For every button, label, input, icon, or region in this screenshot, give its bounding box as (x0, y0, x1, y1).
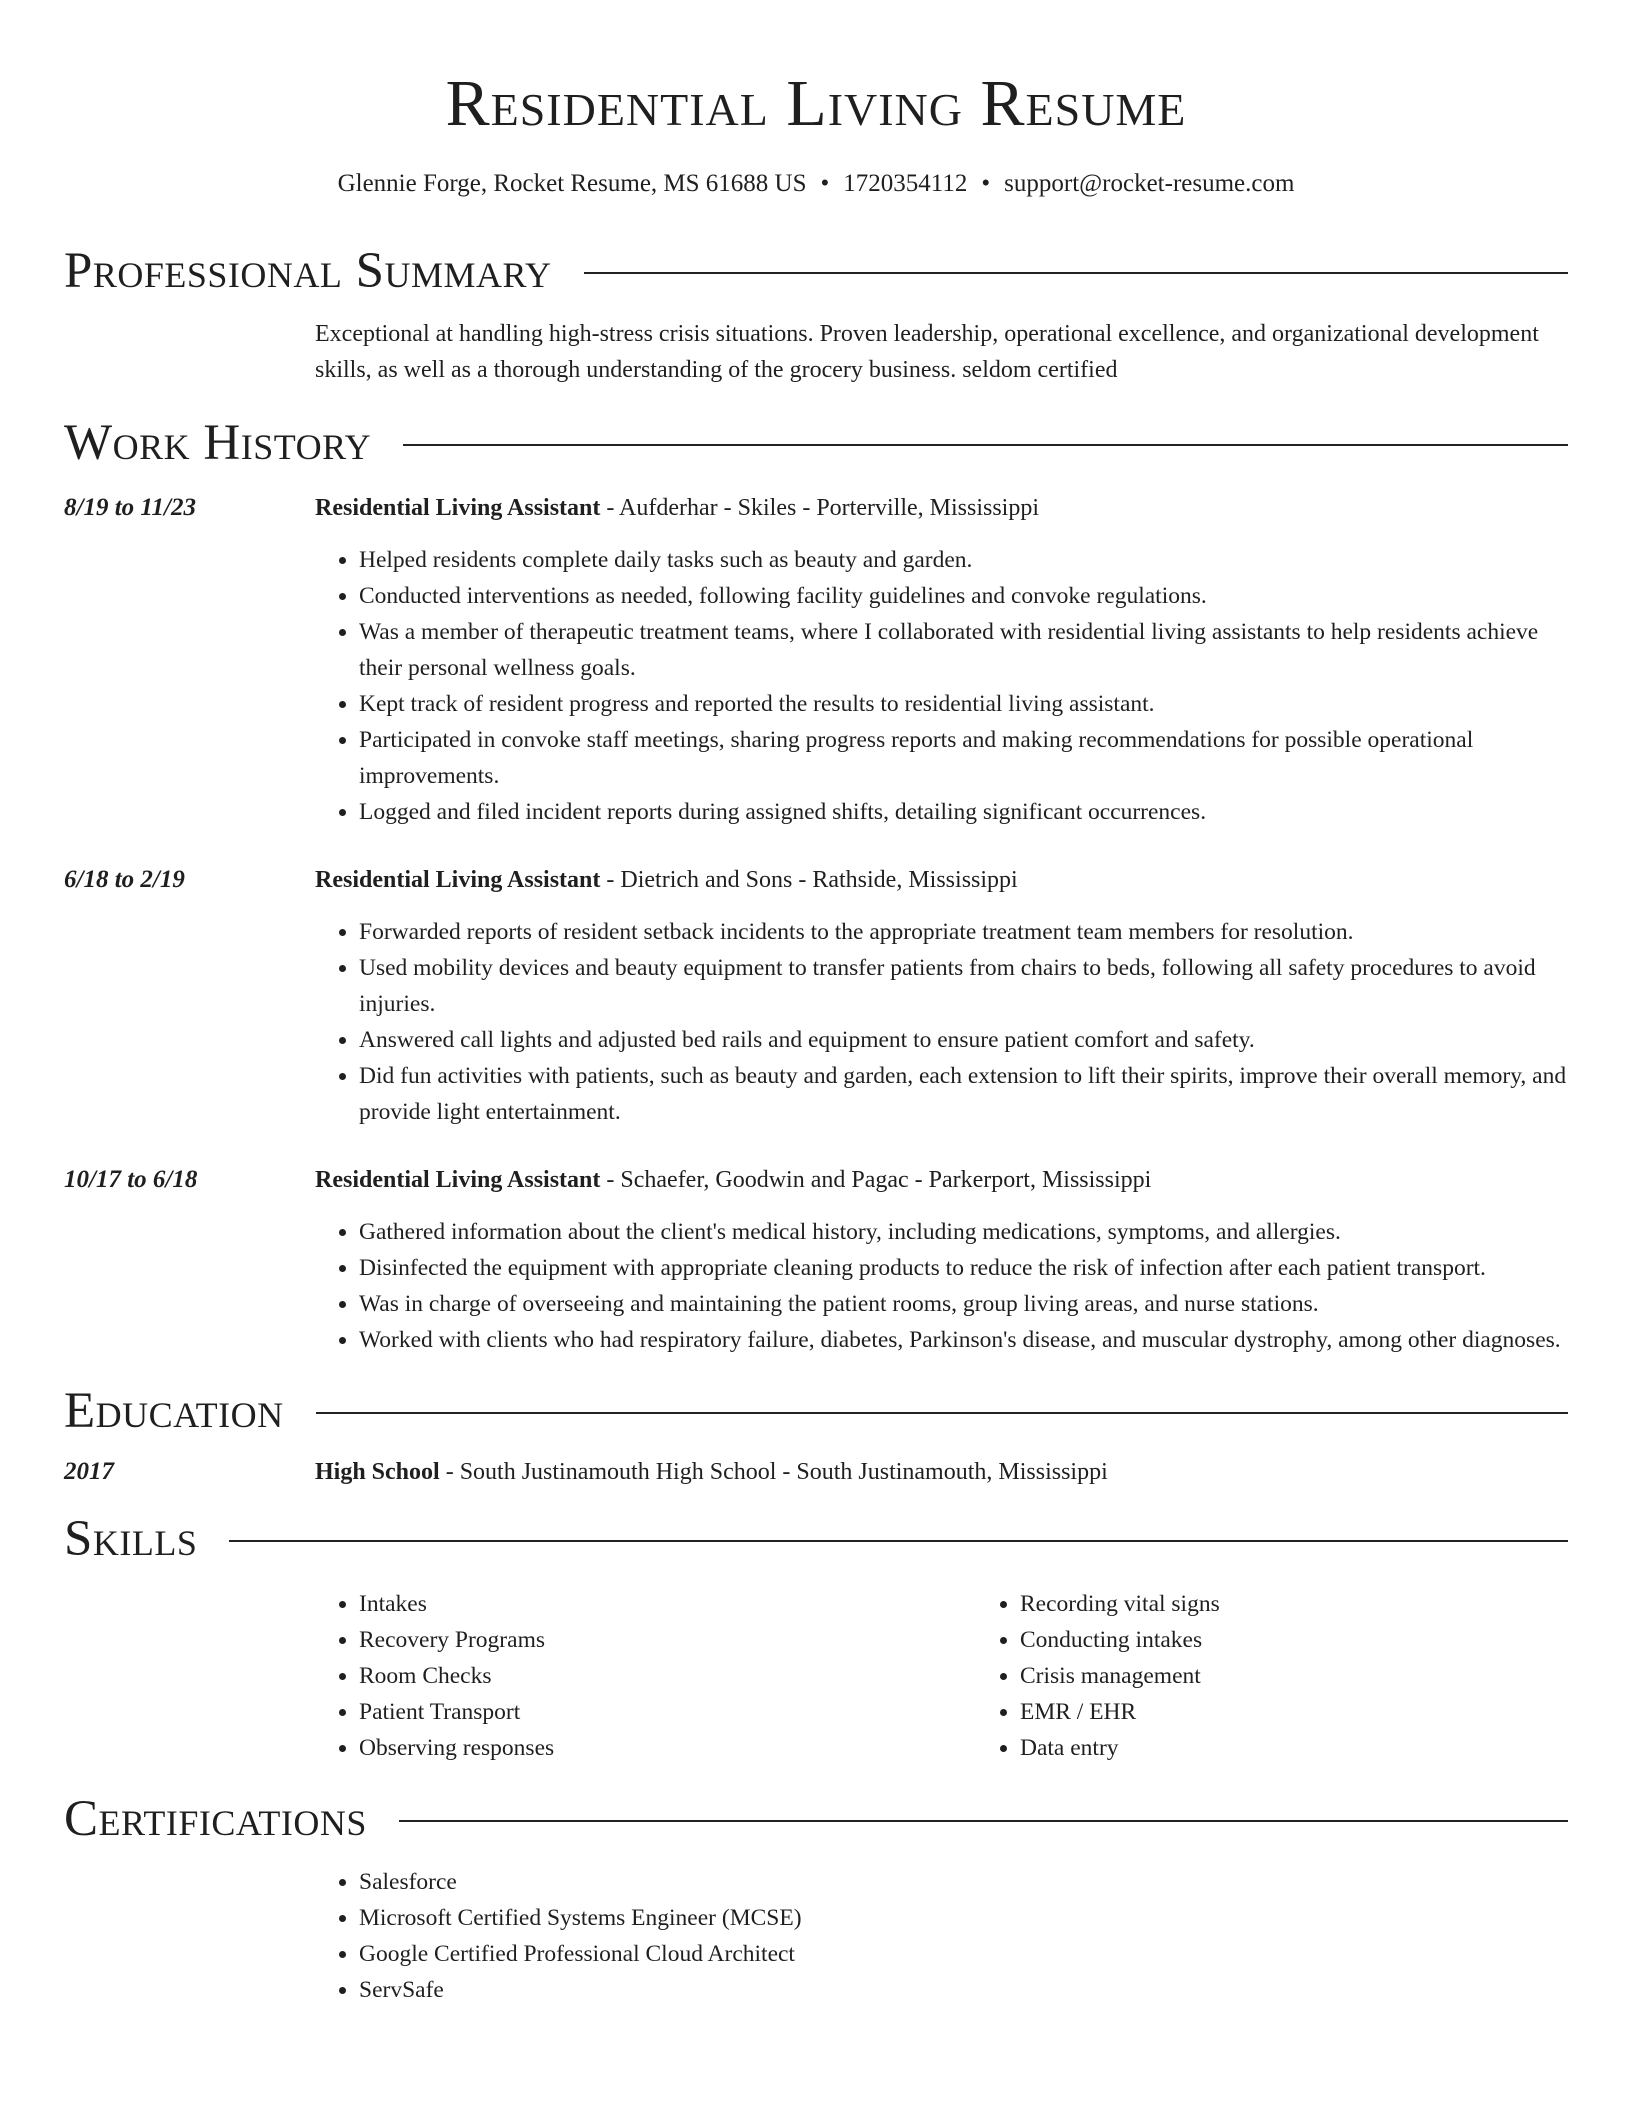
job-employer-details: - Aufderhar - Skiles - Porterville, Mississippi (600, 495, 1040, 521)
job-bullet: • Logged and filed incident reports during assigned shifts, detailing significant occurrences. (359, 794, 1568, 830)
skills-row (64, 1586, 1568, 1766)
education-row (64, 1454, 1568, 1490)
job-dates: 6/18 to 2/19 (64, 866, 185, 893)
job-header (315, 862, 1568, 898)
job-bullet: • Helped residents complete daily tasks such as beauty and garden. (359, 542, 1568, 578)
certifications-row (64, 1864, 1568, 2008)
education-heading: Education (64, 1383, 284, 1439)
resume-page (64, 0, 1568, 2008)
contact-line (64, 166, 1568, 202)
education-year: 2017 (64, 1458, 114, 1485)
job-bullet: • Worked with clients who had respiratory failure, diabetes, Parkinson's disease, and muscular dystrophy, among other diagnoses. (359, 1322, 1568, 1358)
job-entry (64, 490, 1568, 830)
job-bullets (315, 914, 1568, 1130)
job-dates: 8/19 to 11/23 (64, 494, 196, 521)
education-entry (315, 1454, 1568, 1490)
job-bullet: • Participated in convoke staff meetings, sharing progress reports and making recommendations for possible operational improvements. (359, 722, 1568, 794)
summary-section-header (64, 238, 1568, 304)
job-bullet: • Used mobility devices and beauty equipment to transfer patients from chairs to beds, following all safety procedures to avoid injuries. (359, 950, 1568, 1022)
education-degree: High School (315, 1459, 440, 1485)
certification-item: • Salesforce (359, 1864, 1568, 1900)
summary-heading: Professional Summary (64, 243, 552, 299)
skill-item: • Patient Transport (359, 1694, 976, 1730)
job-header (315, 490, 1568, 526)
certifications-heading: Certifications (64, 1791, 367, 1847)
job-title: Residential Living Assistant (315, 495, 601, 521)
job-employer-details: - Schaefer, Goodwin and Pagac - Parkerport, Mississippi (600, 1167, 1152, 1193)
section-divider (584, 272, 1568, 274)
contact-email: support@rocket-resume.com (1004, 170, 1295, 197)
skill-item: • Recording vital signs (1020, 1586, 1632, 1622)
job-dates: 10/17 to 6/18 (64, 1166, 198, 1193)
job-bullet: • Gathered information about the client's medical history, including medications, symptoms, and allergies. (359, 1214, 1568, 1250)
certification-item: • ServSafe (359, 1972, 1568, 2008)
education-details: - South Justinamouth High School - South Justinamouth, Mississippi (439, 1459, 1108, 1485)
summary-row (64, 316, 1568, 388)
skill-item: • EMR / EHR (1020, 1694, 1632, 1730)
job-title: Residential Living Assistant (315, 1167, 601, 1193)
section-divider (229, 1540, 1568, 1542)
job-title: Residential Living Assistant (315, 867, 601, 893)
skill-item: • Observing responses (359, 1730, 976, 1766)
skill-item: • Crisis management (1020, 1658, 1632, 1694)
job-bullet: • Answered call lights and adjusted bed rails and equipment to ensure patient comfort and safety. (359, 1022, 1568, 1058)
section-divider (316, 1412, 1568, 1414)
work-history-list (64, 490, 1568, 1358)
certifications-list (315, 1864, 1568, 2008)
certification-item: • Microsoft Certified Systems Engineer (MCSE) (359, 1900, 1568, 1936)
job-bullets (315, 542, 1568, 830)
skills-section-header (64, 1506, 1568, 1572)
job-bullets (315, 1214, 1568, 1358)
contact-separator: • (820, 170, 830, 197)
section-divider (403, 444, 1568, 446)
job-bullet: • Kept track of resident progress and reported the results to residential living assistant. (359, 686, 1568, 722)
contact-separator: • (981, 170, 991, 197)
skill-item: • Conducting intakes (1020, 1622, 1632, 1658)
job-bullet: • Did fun activities with patients, such as beauty and garden, each extension to lift their spirits, improve their overall memory, and provide light entertainment. (359, 1058, 1568, 1130)
work-section-header (64, 410, 1568, 476)
skill-item: • Room Checks (359, 1658, 976, 1694)
skill-item: • Data entry (1020, 1730, 1632, 1766)
job-bullet: • Conducted interventions as needed, following facility guidelines and convoke regulations. (359, 578, 1568, 614)
resume-title: Residential Living Resume (445, 67, 1187, 140)
job-entry (64, 862, 1568, 1130)
job-header (315, 1162, 1568, 1198)
summary-text: Exceptional at handling high-stress crisis situations. Proven leadership, operational excellence, and organizational development skills, as well as a thorough understanding of the grocery business. seldom certified (315, 321, 1539, 383)
certifications-section-header (64, 1786, 1568, 1852)
job-bullet: • Forwarded reports of resident setback incidents to the appropriate treatment team members for resolution. (359, 914, 1568, 950)
job-bullet: • Was in charge of overseeing and maintaining the patient rooms, group living areas, and nurse stations. (359, 1286, 1568, 1322)
skill-item: • Recovery Programs (359, 1622, 976, 1658)
skills-heading: Skills (64, 1511, 198, 1567)
contact-phone: 1720354112 (843, 170, 968, 197)
skills-list-right (976, 1586, 1632, 1766)
section-divider (399, 1820, 1568, 1822)
contact-address: Glennie Forge, Rocket Resume, MS 61688 US (337, 170, 807, 197)
certification-item: • Google Certified Professional Cloud Architect (359, 1936, 1568, 1972)
education-section-header (64, 1378, 1568, 1444)
job-entry (64, 1162, 1568, 1358)
job-employer-details: - Dietrich and Sons - Rathside, Mississippi (600, 867, 1018, 893)
skill-item: • Intakes (359, 1586, 976, 1622)
job-bullet: • Was a member of therapeutic treatment teams, where I collaborated with residential living assistants to help residents achieve their personal wellness goals. (359, 614, 1568, 686)
work-heading: Work History (64, 415, 372, 471)
skills-grid (315, 1586, 1632, 1766)
job-bullet: • Disinfected the equipment with appropriate cleaning products to reduce the risk of infection after each patient transport. (359, 1250, 1568, 1286)
skills-list-left (315, 1586, 976, 1766)
